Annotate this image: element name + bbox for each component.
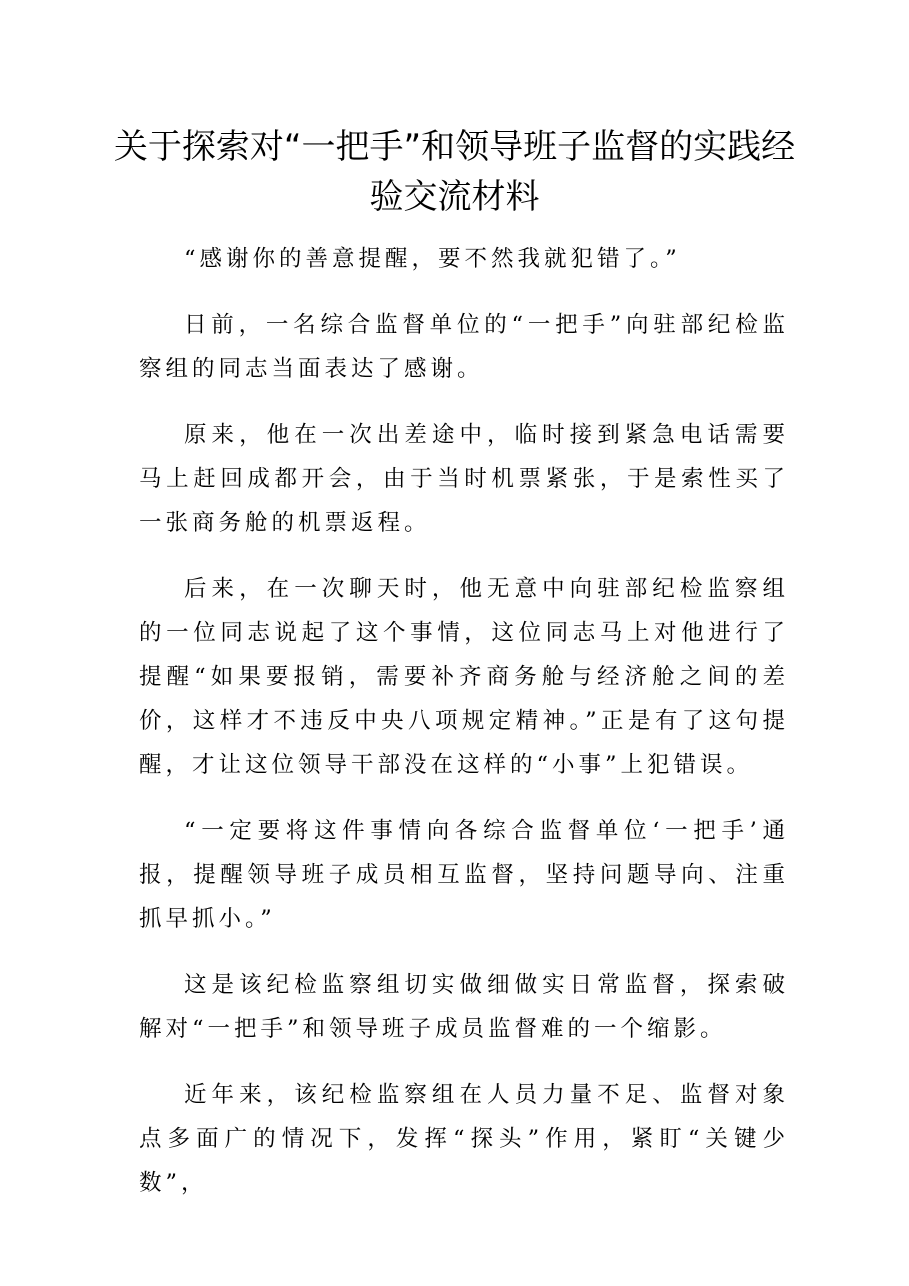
paragraph: 原来，他在一次出差途中，临时接到紧急电话需要马上赶回成都开会，由于当时机票紧张，于是索性买了一张商务舱的机票返程。 <box>139 422 789 536</box>
paragraph: 这是该纪检监察组切实做细做实日常监督，探索破解对“一把手”和领导班子成员监督难的一个缩影。 <box>139 972 789 1042</box>
paragraph: “一定要将这件事情向各综合监督单位‘一把手’通报，提醒领导班子成员相互监督，坚持问题导向、注重抓早抓小。” <box>139 818 789 932</box>
paragraph: 后来，在一次聊天时，他无意中向驻部纪检监察组的一位同志说起了这个事情，这位同志马上对他进行了提醒“如果要报销，需要补齐商务舱与经济舱之间的差价，这样才不违反中央八项规定精神。”正是有了这句提醒，才让这位领导干部没在这样的“小事”上犯错误。 <box>139 576 789 778</box>
document-title: 关于探索对“一把手”和领导班子监督的实践经验交流材料 <box>113 127 796 217</box>
paragraph: “感谢你的善意提醒，要不然我就犯错了。” <box>184 246 681 272</box>
document-body <box>139 237 789 1227</box>
paragraph: 近年来，该纪检监察组在人员力量不足、监督对象点多面广的情况下，发挥“探头”作用，紧盯“关键少数”， <box>139 1082 789 1196</box>
paragraph: 日前，一名综合监督单位的“一把手”向驻部纪检监察组的同志当面表达了感谢。 <box>139 312 789 382</box>
